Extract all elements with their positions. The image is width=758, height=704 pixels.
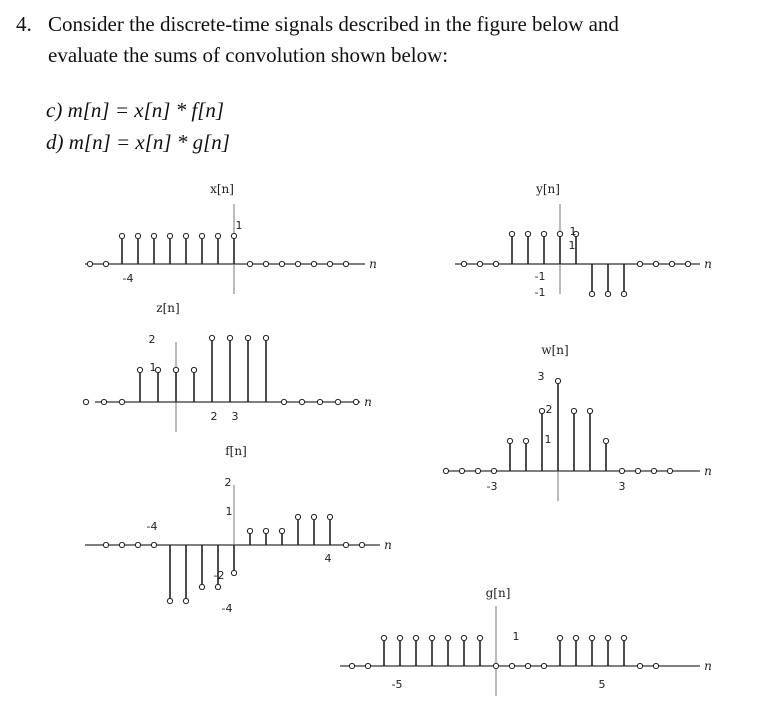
w-sample-point <box>635 468 640 473</box>
y-sample-point <box>653 261 658 266</box>
y-sample-point <box>477 261 482 266</box>
x-sample-point <box>119 233 124 238</box>
g-sample-point <box>461 635 466 640</box>
z-sample-point <box>317 399 322 404</box>
z-sample-point <box>209 335 214 340</box>
w-sample-point <box>603 438 608 443</box>
x-sample-point <box>199 233 204 238</box>
f-sample-point <box>359 542 364 547</box>
z-sample-point <box>299 399 304 404</box>
w-tick-label: 3 <box>618 480 626 493</box>
f-tick-label: 4 <box>324 552 332 565</box>
w-tick-label: 1 <box>544 433 552 446</box>
y-sample-point <box>605 291 610 296</box>
y-axis-variable: n <box>704 257 712 271</box>
f-tick-label: 2 <box>224 476 232 489</box>
x-sample-point <box>343 261 348 266</box>
problem-number: 4. <box>16 12 32 36</box>
f-sample-point <box>231 570 236 575</box>
x-sample-point <box>295 261 300 266</box>
f-sample-point <box>279 528 284 533</box>
f-sample-point <box>199 584 204 589</box>
g-sample-point <box>589 635 594 640</box>
f-sample-point <box>103 542 108 547</box>
z-sample-point <box>263 335 268 340</box>
x-sample-point <box>167 233 172 238</box>
x-sample-point <box>151 233 156 238</box>
g-sample-point <box>653 663 658 668</box>
g-sample-point <box>445 635 450 640</box>
g-tick-label: 5 <box>598 678 606 691</box>
y-sample-point <box>493 261 498 266</box>
f-axis-variable: n <box>384 538 392 552</box>
w-sample-point <box>667 468 672 473</box>
y-tick-label: -1 <box>534 286 546 299</box>
z-tick-label: 2 <box>148 333 156 346</box>
f-tick-label: -4 <box>221 602 233 615</box>
y-tick-label: 1 <box>569 225 577 238</box>
g-sample-point <box>509 663 514 668</box>
x-sample-point <box>215 233 220 238</box>
z-tick-label: 3 <box>231 410 239 423</box>
f-sample-point <box>183 598 188 603</box>
w-sample-point <box>555 378 560 383</box>
problem-text-line2: evaluate the sums of convolution shown below: <box>48 43 449 67</box>
f-sample-point <box>119 542 124 547</box>
z-sample-point <box>173 367 178 372</box>
w-sample-point <box>523 438 528 443</box>
y-sample-point <box>637 261 642 266</box>
x-sample-point <box>263 261 268 266</box>
x-sample-point <box>87 261 92 266</box>
g-tick-label: 1 <box>512 630 520 643</box>
y-sample-point <box>461 261 466 266</box>
f-sample-point <box>263 528 268 533</box>
y-sample-point <box>621 291 626 296</box>
f-sample-point <box>135 542 140 547</box>
w-tick-label: 2 <box>545 403 553 416</box>
w-tick-label: 3 <box>537 370 545 383</box>
x-tick-label: 1 <box>235 219 243 232</box>
g-sample-point <box>573 635 578 640</box>
w-sample-point <box>587 408 592 413</box>
f-sample-point <box>215 584 220 589</box>
z-sample-point <box>137 367 142 372</box>
f-tick-label: -4 <box>146 520 158 533</box>
g-sample-point <box>605 635 610 640</box>
g-sample-point <box>349 663 354 668</box>
g-tick-label: -5 <box>391 678 403 691</box>
z-sample-point <box>101 399 106 404</box>
g-sample-point <box>397 635 402 640</box>
y-sample-point <box>525 231 530 236</box>
problem-text-line1: Consider the discrete-time signals described in the figure below and <box>48 12 619 36</box>
w-title: w[n] <box>541 343 569 357</box>
y-title: y[n] <box>536 182 560 196</box>
y-sample-point <box>541 231 546 236</box>
w-sample-point <box>507 438 512 443</box>
g-axis-variable: n <box>704 659 712 673</box>
y-tick-label: -1 <box>534 270 546 283</box>
f-sample-point <box>167 598 172 603</box>
z-sample-point <box>245 335 250 340</box>
y-sample-point <box>669 261 674 266</box>
z-sample-point <box>119 399 124 404</box>
x-sample-point <box>279 261 284 266</box>
z-title: z[n] <box>156 301 180 315</box>
z-sample-point <box>281 399 286 404</box>
z-sample-point <box>83 399 88 404</box>
x-tick-label: -4 <box>122 272 134 285</box>
w-axis-variable: n <box>704 464 712 478</box>
f-sample-point <box>151 542 156 547</box>
y-tick-label: 1 <box>568 239 576 252</box>
g-sample-point <box>381 635 386 640</box>
g-sample-point <box>621 635 626 640</box>
w-sample-point <box>475 468 480 473</box>
g-sample-point <box>637 663 642 668</box>
w-sample-point <box>619 468 624 473</box>
g-sample-point <box>541 663 546 668</box>
x-sample-point <box>247 261 252 266</box>
f-title: f[n] <box>225 444 247 458</box>
x-sample-point <box>231 233 236 238</box>
f-sample-point <box>343 542 348 547</box>
w-sample-point <box>571 408 576 413</box>
w-sample-point <box>491 468 496 473</box>
g-sample-point <box>525 663 530 668</box>
z-axis-variable: n <box>364 395 372 409</box>
w-sample-point <box>443 468 448 473</box>
z-tick-label: 1 <box>149 361 157 374</box>
y-sample-point <box>685 261 690 266</box>
g-sample-point <box>477 635 482 640</box>
w-sample-point <box>539 408 544 413</box>
g-sample-point <box>557 635 562 640</box>
z-tick-label: 2 <box>210 410 218 423</box>
f-sample-point <box>327 514 332 519</box>
g-sample-point <box>429 635 434 640</box>
g-sample-point <box>493 663 498 668</box>
x-sample-point <box>103 261 108 266</box>
f-sample-point <box>311 514 316 519</box>
part-d-equation: d) m[n] = x[n] * g[n] <box>46 130 230 154</box>
y-sample-point <box>509 231 514 236</box>
part-c-equation: c) m[n] = x[n] * f[n] <box>46 98 225 122</box>
z-sample-point <box>335 399 340 404</box>
x-sample-point <box>311 261 316 266</box>
g-sample-point <box>413 635 418 640</box>
y-sample-point <box>589 291 594 296</box>
f-sample-point <box>295 514 300 519</box>
z-sample-point <box>227 335 232 340</box>
z-sample-point <box>191 367 196 372</box>
z-sample-point <box>353 399 358 404</box>
w-sample-point <box>651 468 656 473</box>
f-tick-label: -2 <box>213 569 225 582</box>
g-sample-point <box>365 663 370 668</box>
g-title: g[n] <box>485 586 511 600</box>
x-axis-variable: n <box>369 257 377 271</box>
y-sample-point <box>557 231 562 236</box>
w-tick-label: -3 <box>486 480 498 493</box>
x-title: x[n] <box>210 182 234 196</box>
f-sample-point <box>247 528 252 533</box>
x-sample-point <box>135 233 140 238</box>
x-sample-point <box>183 233 188 238</box>
f-tick-label: 1 <box>225 505 233 518</box>
x-sample-point <box>327 261 332 266</box>
w-sample-point <box>459 468 464 473</box>
